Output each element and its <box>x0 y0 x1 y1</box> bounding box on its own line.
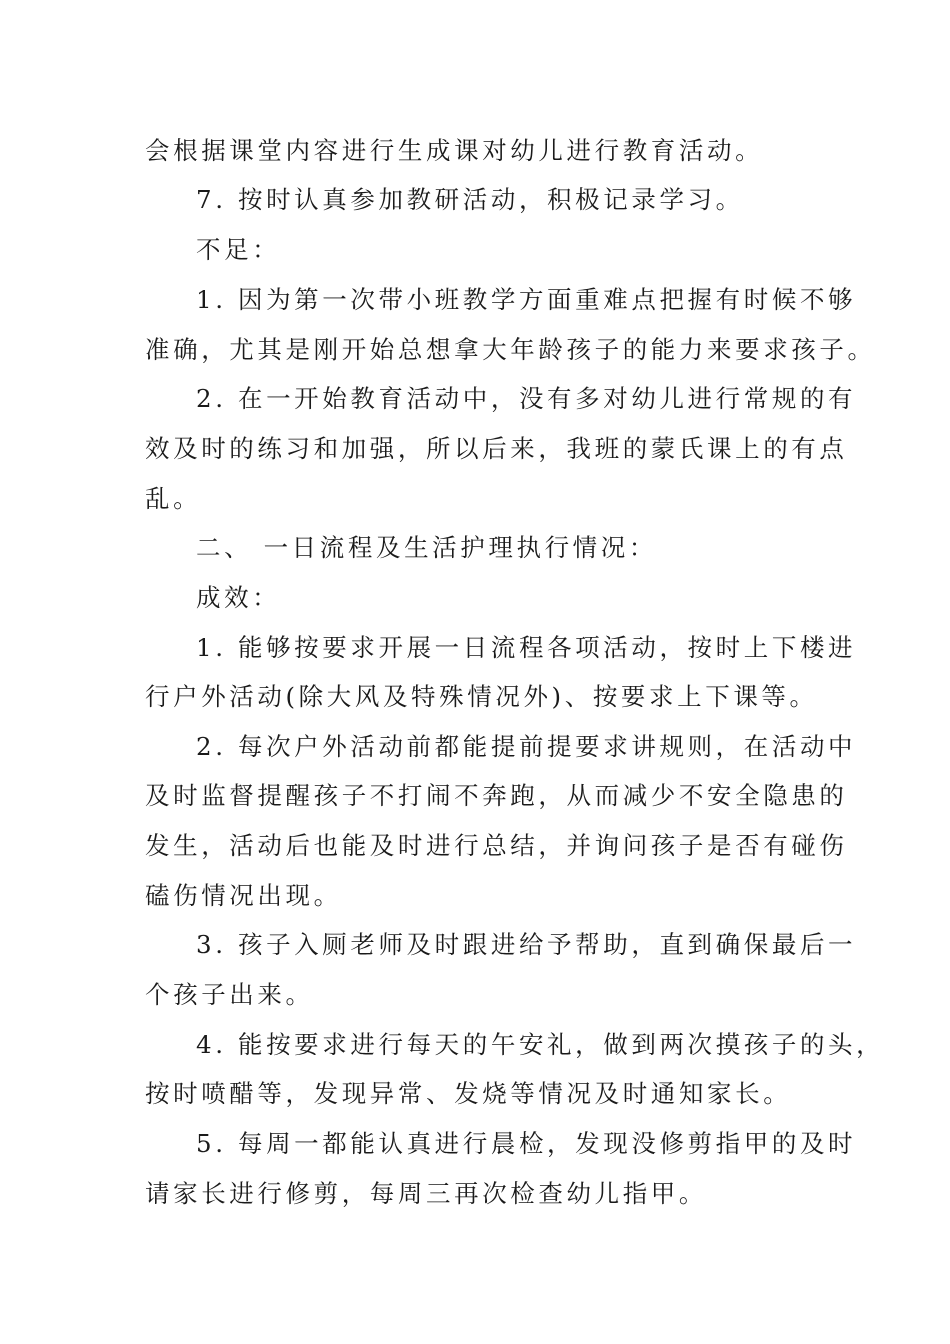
body-text-line: 乱。 <box>145 484 202 513</box>
list-item-4: 4. 能按要求进行每天的午安礼，做到两次摸孩子的头， <box>196 1030 885 1059</box>
list-item-3: 3. 孩子入厕老师及时跟进给予帮助，直到确保最后一 <box>196 930 857 959</box>
body-text-line: 请家长进行修剪，每周三再次检查幼儿指甲。 <box>145 1179 707 1208</box>
body-text-line: 按时喷醋等，发现异常、发烧等情况及时通知家长。 <box>145 1079 792 1108</box>
body-text-line: 会根据课堂内容进行生成课对幼儿进行教育活动。 <box>145 136 764 165</box>
section-heading-results: 成效： <box>196 583 281 612</box>
list-item-1: 1. 因为第一次带小班教学方面重难点把握有时候不够 <box>196 285 857 314</box>
body-text-line: 个孩子出来。 <box>145 980 314 1009</box>
list-item-2: 2. 每次户外活动前都能提前提要求讲规则，在活动中 <box>196 732 857 761</box>
list-item-1: 1. 能够按要求开展一日流程各项活动，按时上下楼进 <box>196 633 857 662</box>
list-item-5: 5. 每周一都能认真进行晨检，发现没修剪指甲的及时 <box>196 1129 857 1158</box>
body-text-line: 准确，尤其是刚开始总想拿大年龄孩子的能力来要求孩子。 <box>145 335 876 364</box>
section-heading-shortcomings: 不足： <box>196 235 281 264</box>
body-text-line: 及时监督提醒孩子不打闹不奔跑，从而减少不安全隐患的 <box>145 781 848 810</box>
body-text-line: 效及时的练习和加强，所以后来，我班的蒙氏课上的有点 <box>145 434 848 463</box>
body-text-line: 发生，活动后也能及时进行总结，并询问孩子是否有碰伤 <box>145 831 848 860</box>
list-item-2: 2. 在一开始教育活动中，没有多对幼儿进行常规的有 <box>196 384 857 413</box>
section-heading-2: 二、 一日流程及生活护理执行情况： <box>196 533 657 562</box>
body-text-line: 磕伤情况出现。 <box>145 881 342 910</box>
list-item-7: 7. 按时认真参加教研活动，积极记录学习。 <box>196 185 744 214</box>
body-text-line: 行户外活动(除大风及特殊情况外)、按要求上下课等。 <box>145 682 818 711</box>
